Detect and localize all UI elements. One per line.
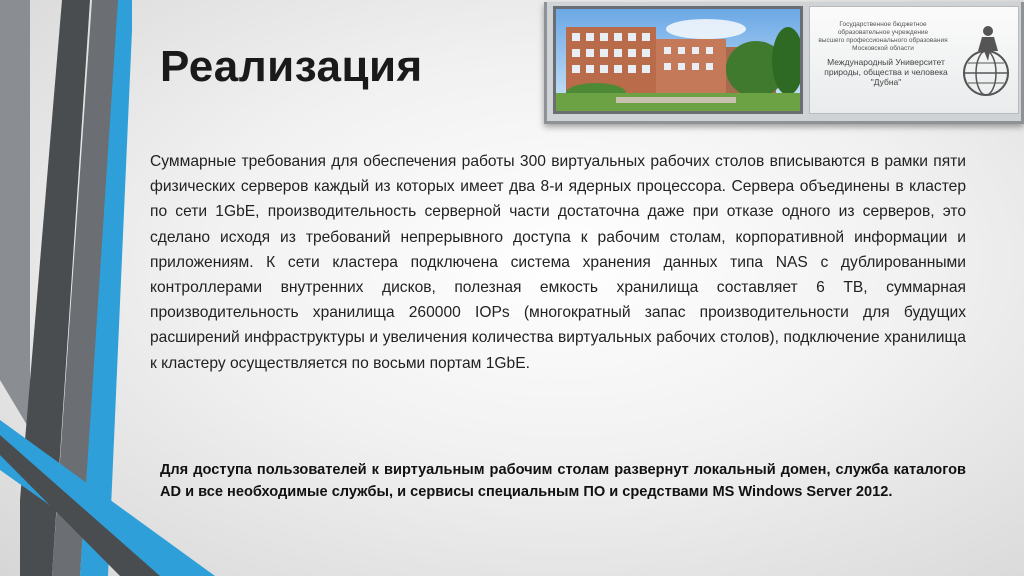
university-globe-logo (958, 21, 1014, 101)
slide-title: Реализация (160, 42, 423, 91)
university-logo-panel (809, 6, 1019, 114)
university-small-caption: Государственное бюджетное образовательное учреждение высшего профессионального образования Московской области (818, 21, 948, 52)
university-name: Международный Университет природы, общества и человека "Дубна" (824, 57, 948, 87)
bold-paragraph: Для доступа пользователей к виртуальным рабочим столам развернут локальный домен, служба каталогов AD и все необходимые службы, и сервисы специальным ПО и средствами MS Windows Server 2012. (160, 462, 966, 501)
university-building-photo (553, 6, 803, 114)
body-paragraph: Суммарные требования для обеспечения работы 300 виртуальных рабочих столов вписываются в рамки пяти физических серверов каждый из которых имеет два 8-и ядерных процессора. Сервера объединены в кластер по сети 1GbE, производительность серверной части достаточна даже при отказе одного из серверов, это сделано исходя из требований непрерывного доступа к рабочим столам, корпоративной информации и приложениям. К сети кластера подключена система хранения данных типа NAS с дублированными контроллерами внутренних дисков, полезная емкость хранилища составляет 6 ТВ, суммарная производительность хранилища 260000 IOPs (многократный запас производительности для будущих расширений инфраструктуры и увеличения количества виртуальных рабочих столов), подключение хранилища к кластеру осуществляется по восьми портам 1GbE. (150, 153, 966, 372)
header-banner (544, 2, 1024, 124)
